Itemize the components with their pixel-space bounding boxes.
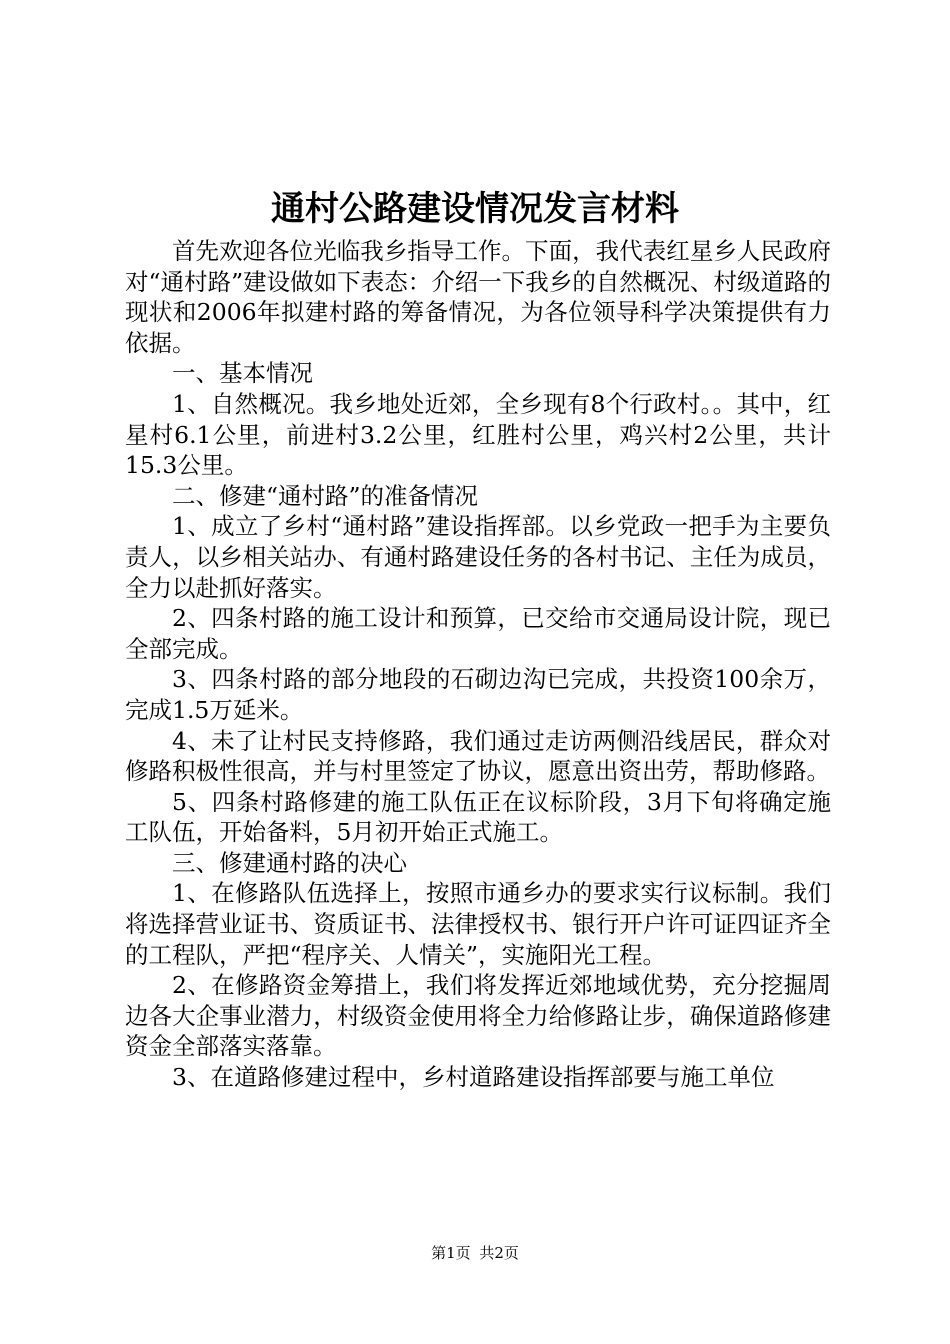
section-heading: 二、修建“通村路”的准备情况 <box>172 481 479 510</box>
paragraph: 4、未了让村民支持修路，我们通过走访两侧沿线居民，群众对修路积极性很高，并与村里签定了协议，愿意出资出劳，帮助修路。 <box>125 726 831 786</box>
paragraph: 3、四条村路的部分地段的石砌边沟已完成，共投资100余万，完成1.5万延米。 <box>125 665 831 724</box>
document-title: 通村公路建设情况发言材料 <box>271 189 679 229</box>
paragraph: 2、四条村路的施工设计和预算，已交给市交通局设计院，现已全部完成。 <box>125 604 831 663</box>
page-total: 共2页 <box>479 1244 519 1262</box>
paragraph: 首先欢迎各位光临我乡指导工作。下面，我代表红星乡人民政府对“通村路”建设做如下表态：介绍一下我乡的自然概况、村级道路的现状和2006年拟建村路的筹备情况，为各位领导科学决策提供有力依据。 <box>125 237 831 357</box>
paragraph: 3、在道路修建过程中，乡村道路建设指挥部要与施工单位 <box>172 1063 775 1092</box>
document-body <box>125 236 831 1093</box>
paragraph: 5、四条村路修建的施工队伍正在议标阶段，3月下旬将确定施工队伍，开始备料，5月初开始正式施工。 <box>125 787 831 847</box>
section-heading: 三、修建通村路的决心 <box>172 848 407 877</box>
paragraph: 1、成立了乡村“通村路”建设指挥部。以乡党政一把手为主要负责人，以乡相关站办、有通村路建设任务的各村书记、主任为成员，全力以赴抓好落实。 <box>125 512 831 602</box>
paragraph: 1、在修路队伍选择上，按照市通乡办的要求实行议标制。我们将选择营业证书、资质证书、法律授权书、银行开户许可证四证齐全的工程队，严把“程序关、人情关”，实施阳光工程。 <box>125 879 831 969</box>
page-footer <box>0 1243 950 1263</box>
paragraph: 1、自然概况。我乡地处近郊，全乡现有8个行政村。。其中，红星村6.1公里，前进村3.2公里，红胜村公里，鸡兴村2公里，共计15.3公里。 <box>125 389 831 480</box>
paragraph: 2、在修路资金筹措上，我们将发挥近郊地域优势，充分挖掘周边各大企事业潜力，村级资金使用将全力给修路让步，确保道路修建资金全部落实落靠。 <box>125 971 831 1061</box>
section-heading: 一、基本情况 <box>172 359 313 388</box>
page-number: 第1页 <box>431 1244 471 1262</box>
